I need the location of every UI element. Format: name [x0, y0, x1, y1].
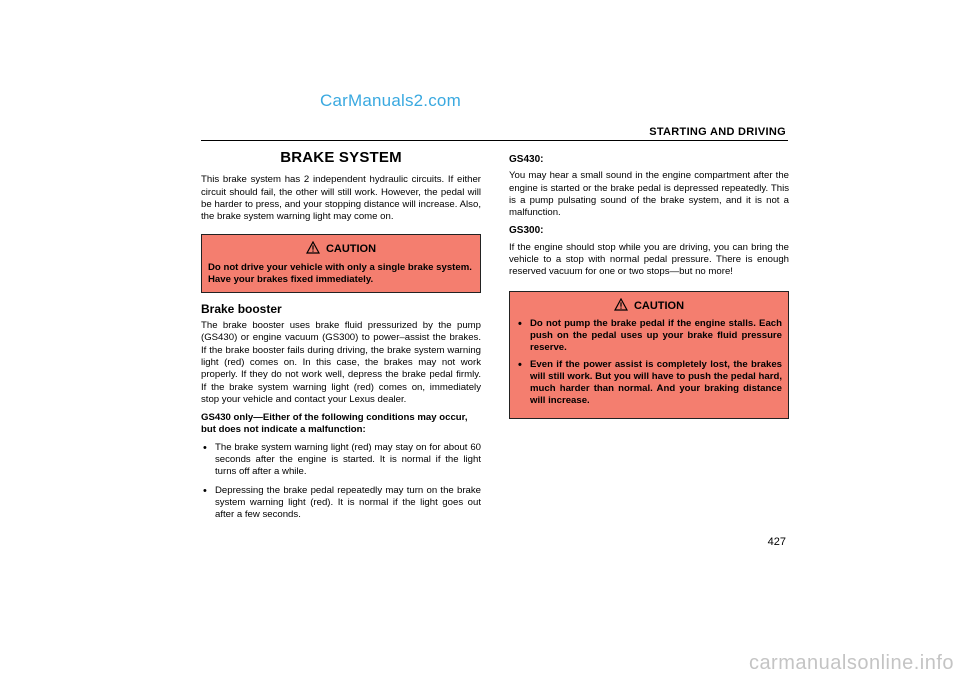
left-column	[201, 149, 481, 528]
right-column	[509, 154, 789, 429]
gs430-label: GS430:	[509, 154, 544, 165]
caution-list	[516, 318, 782, 407]
header-rule	[201, 140, 788, 141]
caution-box-single-system	[201, 234, 481, 292]
gs430-conditions-lead: GS430 only—Either of the following conditions may occur, but does not indicate a malfunction:	[201, 412, 468, 436]
watermark-top: CarManuals2.com	[320, 91, 461, 110]
brake-booster-heading: Brake booster	[201, 301, 282, 316]
page-number: 427	[767, 536, 786, 548]
gs430-paragraph: You may hear a small sound in the engine compartment after the engine is started or the brake pedal is depressed repeatedly. This is a pump pulsating sound of the brake system, and it is not a malfunction.	[509, 170, 789, 219]
brake-booster-paragraph: The brake booster uses brake fluid pressurized by the pump (GS430) or engine vacuum (GS300) to power–assist the brakes. If the brake booster fails during driving, the brake system warning light (red) comes on. In this case, the brakes may not work properly. If they do not work well, depress the brake pedal firmly. If the brake system warning light (red) comes on, immediately stop your vehicle and contact your Lexus dealer.	[201, 320, 481, 405]
page-title: BRAKE SYSTEM	[280, 149, 402, 166]
gs430-conditions-list	[201, 442, 481, 522]
watermark-bottom: carmanualsonline.info	[748, 652, 954, 674]
caution-label: CAUTION	[325, 243, 377, 256]
list-item: • Even if the power assist is completely lost, the brakes will still work. But you will have to push the pedal hard, much harder than normal. And your braking distance will increase.	[516, 359, 782, 407]
caution-header	[208, 241, 474, 255]
gs300-paragraph: If the engine should stop while you are driving, you can bring the vehicle to a stop with normal pedal pressure. There is enough reserved vacuum for one or two stops—but no more!	[509, 241, 789, 278]
warning-triangle-icon	[614, 298, 628, 311]
caution-text: Do not drive your vehicle with only a single brake system. Have your brakes fixed immediately.	[208, 261, 472, 285]
caution-label: CAUTION	[633, 299, 685, 312]
section-header: STARTING AND DRIVING	[649, 126, 786, 138]
list-item: • Do not pump the brake pedal if the engine stalls. Each push on the pedal uses up your brake fluid pressure reserve.	[516, 318, 782, 354]
list-item: • Depressing the brake pedal repeatedly may turn on the brake system warning light (red). It is normal if the light goes out after a few seconds.	[201, 485, 481, 522]
intro-paragraph: This brake system has 2 independent hydraulic circuits. If either circuit should fail, the other will still work. However, the pedal will be harder to press, and your stopping distance will increase. Also, the brake system warning light may come on.	[201, 174, 481, 223]
warning-triangle-icon	[306, 241, 320, 254]
list-item: • The brake system warning light (red) may stay on for about 60 seconds after the engine is started. It is normal if the light turns off after a while.	[201, 442, 481, 479]
caution-box-engine-stall	[509, 291, 789, 419]
gs300-label: GS300:	[509, 225, 544, 237]
caution-header	[516, 298, 782, 312]
